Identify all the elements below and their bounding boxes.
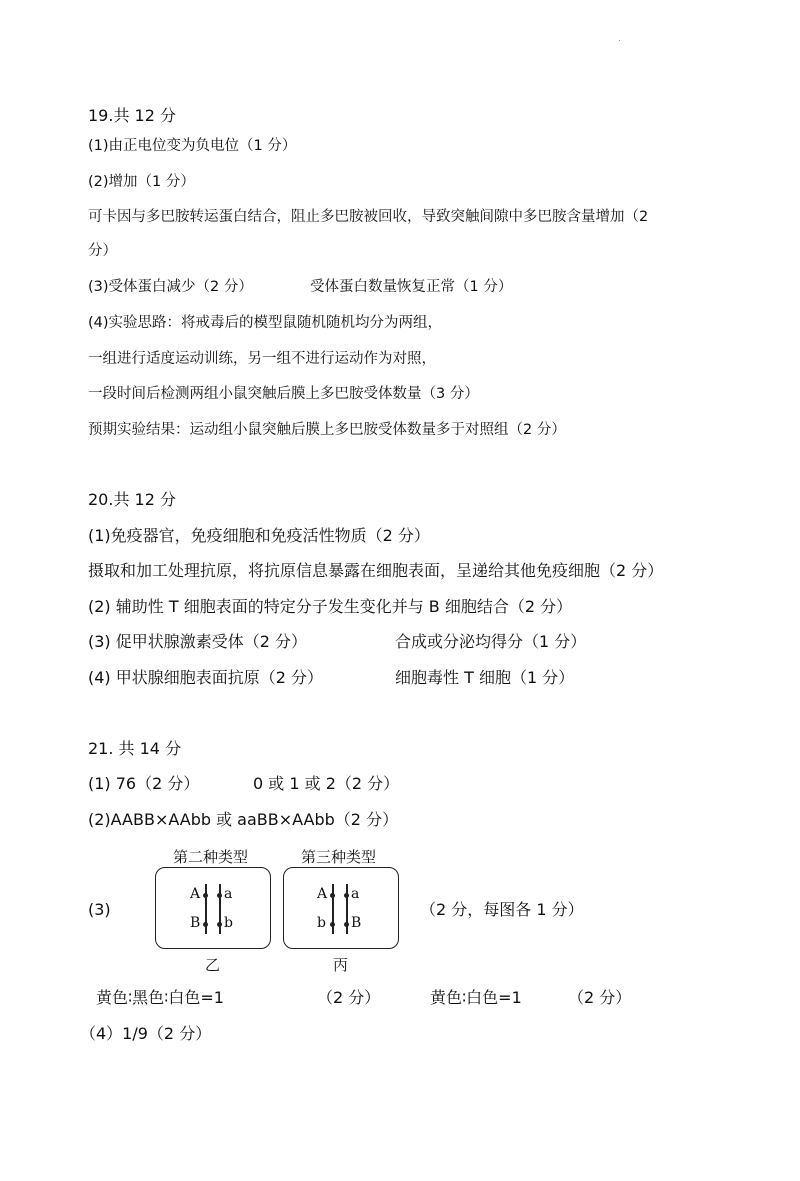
q21-ratio-b: 黄色∶白色=1 xyxy=(430,988,522,1007)
gene-locus-dot xyxy=(330,922,335,927)
q19-line: 一段时间后检测两组小鼠突触后膜上多巴胺受体数量（3 分） xyxy=(88,386,479,402)
allele-label: A xyxy=(317,886,328,902)
q21-ratio-a-score: （2 分） xyxy=(317,988,381,1007)
diagram-right-title: 第三种类型 xyxy=(301,848,377,866)
allele-label: a xyxy=(224,886,233,902)
gene-locus-dot xyxy=(344,893,349,898)
q19-line: (2)增加（1 分） xyxy=(88,174,195,190)
q19-title: 19.共 12 分 xyxy=(88,106,176,125)
q19-line: 可卡因与多巴胺转运蛋白结合，阻止多巴胺被回收，导致突触间隙中多巴胺含量增加（2 xyxy=(88,209,649,225)
q20-title: 20.共 12 分 xyxy=(88,490,176,509)
gene-locus-dot xyxy=(203,922,208,927)
q20-line: (4) 甲状腺细胞表面抗原（2 分） xyxy=(88,668,324,687)
diagram-right-caption: 丙 xyxy=(333,956,349,974)
q20-line: 合成或分泌均得分（1 分） xyxy=(395,632,587,651)
q20-line: 摄取和加工处理抗原，将抗原信息暴露在细胞表面，呈递给其他免疫细胞（2 分） xyxy=(88,561,664,580)
q21-line1-a: (1) 76（2 分） xyxy=(88,774,200,793)
q19-line: (3)受体蛋白减少（2 分） xyxy=(88,279,253,295)
allele-label: A xyxy=(190,886,201,902)
gene-locus-dot xyxy=(330,893,335,898)
q21-line1-b: 0 或 1 或 2（2 分） xyxy=(253,774,400,793)
diagram-left-caption: 乙 xyxy=(205,956,221,974)
allele-label: b xyxy=(317,915,326,931)
q19-line: (1)由正电位变为负电位（1 分） xyxy=(88,138,297,154)
q21-q3-label: (3) xyxy=(88,900,111,919)
q19-line: 一组进行适度运动训练，另一组不进行运动作为对照， xyxy=(88,351,436,367)
allele-label: a xyxy=(351,886,360,902)
allele-label: B xyxy=(190,915,201,931)
allele-label: b xyxy=(224,915,233,931)
q21-line4: （4）1/9（2 分） xyxy=(80,1024,212,1043)
gene-locus-dot xyxy=(217,893,222,898)
gene-locus-dot xyxy=(217,922,222,927)
q20-line: (2) 辅助性 T 细胞表面的特定分子发生变化并与 B 细胞结合（2 分） xyxy=(88,597,573,616)
q19-line: 受体蛋白数量恢复正常（1 分） xyxy=(310,279,513,295)
allele-label: B xyxy=(351,915,362,931)
q20-line: (3) 促甲状腺激素受体（2 分） xyxy=(88,632,308,651)
diagram-left-title: 第二种类型 xyxy=(173,848,249,866)
q20-line: 细胞毒性 T 细胞（1 分） xyxy=(395,668,575,687)
page-mark: . xyxy=(618,34,621,44)
q21-ratio-b-score: （2 分） xyxy=(568,988,632,1007)
gene-locus-dot xyxy=(344,922,349,927)
q19-line: 预期实验结果：运动组小鼠突触后膜上多巴胺受体数量多于对照组（2 分） xyxy=(88,422,566,438)
q19-line: 分） xyxy=(88,243,117,259)
q21-q3-score: （2 分，每图各 1 分） xyxy=(420,900,584,919)
gene-locus-dot xyxy=(203,893,208,898)
diagram-left-box xyxy=(155,867,271,949)
q21-line2: (2)AABB×AAbb 或 aaBB×AAbb（2 分） xyxy=(88,810,399,829)
q19-line: (4)实验思路：将戒毒后的模型鼠随机随机均分为两组， xyxy=(88,315,443,331)
q21-title: 21. 共 14 分 xyxy=(88,739,182,758)
diagram-right-box xyxy=(283,867,399,949)
q21-ratio-a: 黄色∶黑色∶白色=1 xyxy=(96,988,224,1007)
q20-line: (1)免疫器官，免疫细胞和免疫活性物质（2 分） xyxy=(88,526,430,545)
